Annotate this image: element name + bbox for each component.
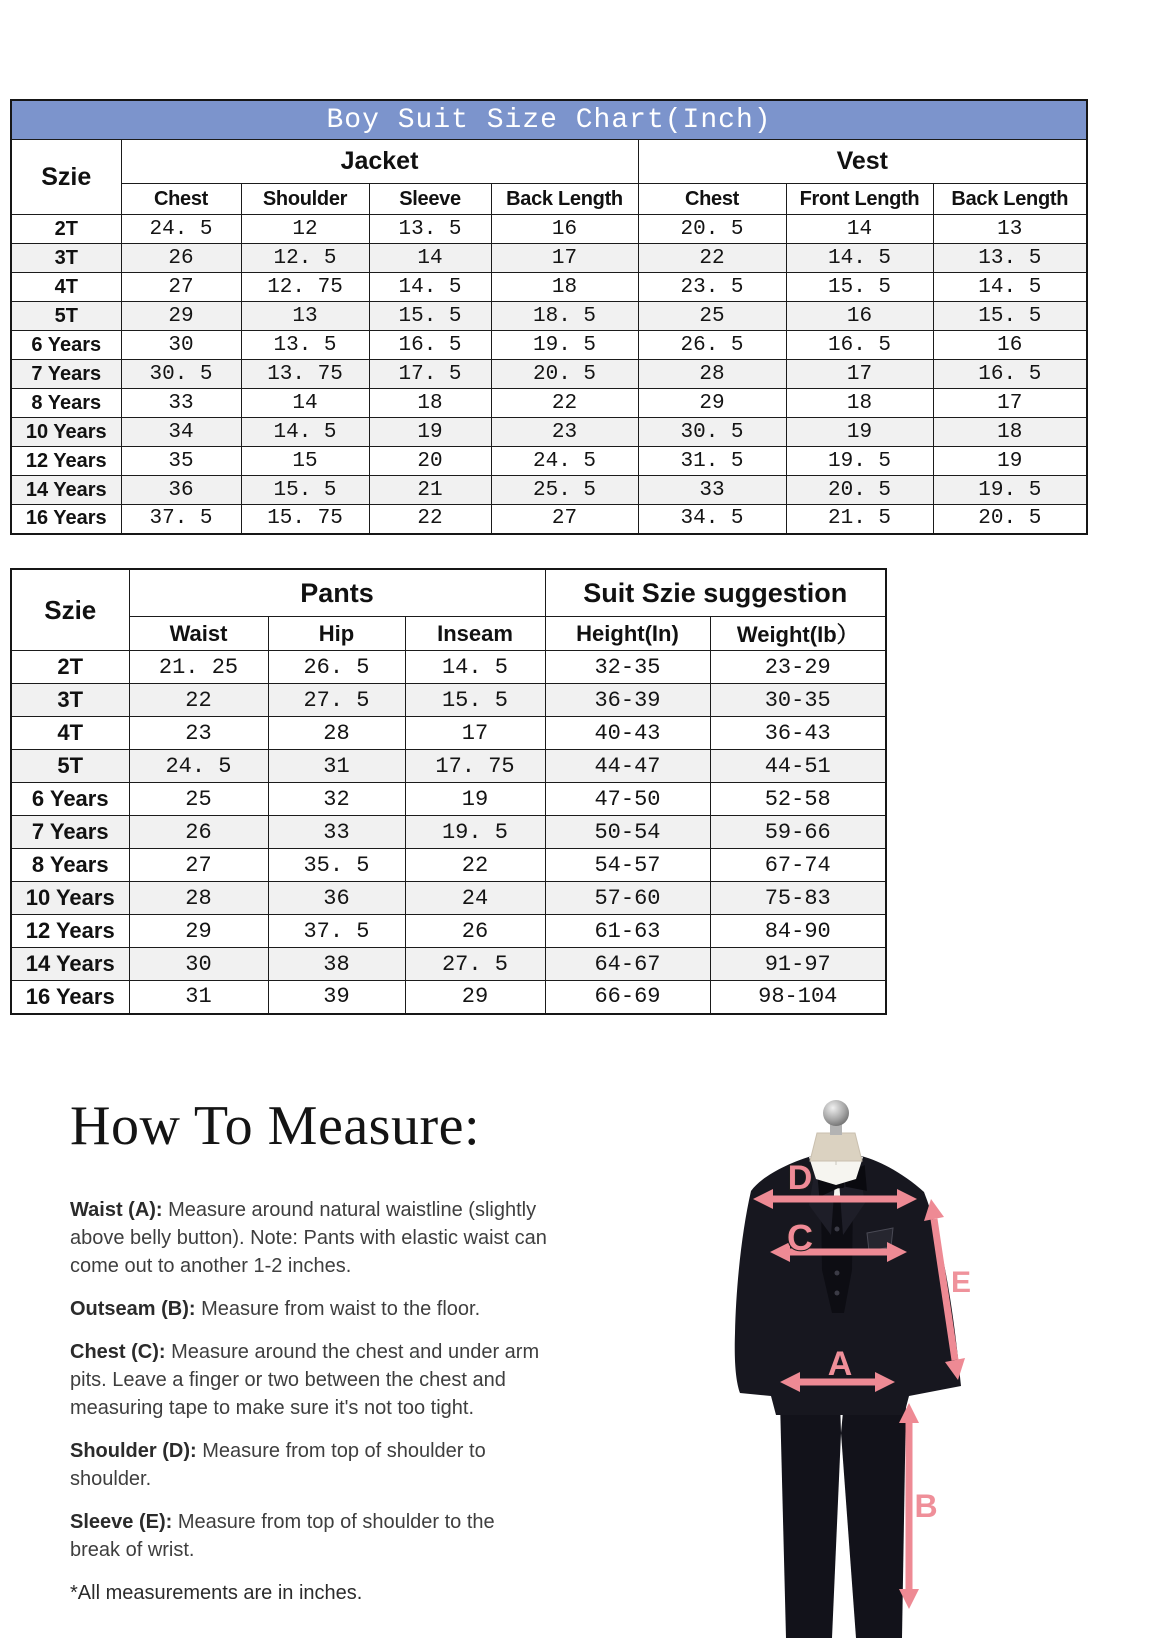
value-cell: 18 [491,273,638,302]
value-cell: 15 [241,447,369,476]
value-cell: 13. 5 [241,331,369,360]
measure-instruction-waist [70,1196,548,1280]
value-cell: 33 [268,816,405,849]
size-column-header: Szie [11,569,129,651]
table-row [11,816,886,849]
value-cell: 22 [369,505,491,534]
measure-instruction-chest [70,1338,548,1422]
value-cell: 39 [268,981,405,1014]
value-cell: 32-35 [545,651,710,684]
value-cell: 12. 75 [241,273,369,302]
suit-diagram [645,1085,1045,1650]
value-cell: 30 [129,948,268,981]
size-cell: 4T [11,717,129,750]
value-cell: 35. 5 [268,849,405,882]
value-cell: 28 [268,717,405,750]
table-title-row [11,100,1087,140]
table-row [11,360,1087,389]
value-cell: 64-67 [545,948,710,981]
value-cell: 17. 5 [369,360,491,389]
value-cell: 22 [638,244,786,273]
pants-suggestion-size-table [10,568,887,1015]
value-cell: 31. 5 [638,447,786,476]
value-cell: 17 [491,244,638,273]
value-cell: 17 [786,360,933,389]
size-cell: 7 Years [11,360,121,389]
size-cell: 14 Years [11,476,121,505]
measure-text: Measure from waist to the floor. [195,1298,481,1320]
column-header: Waist [129,617,268,651]
value-cell: 27 [121,273,241,302]
suit-pants [780,1401,906,1638]
value-cell: 66-69 [545,981,710,1014]
value-cell: 29 [405,981,545,1014]
column-header: Height(In) [545,617,710,651]
value-cell: 34 [121,418,241,447]
size-cell: 12 Years [11,915,129,948]
table-row [11,783,886,816]
value-cell: 36 [121,476,241,505]
value-cell: 23. 5 [638,273,786,302]
value-cell: 26 [121,244,241,273]
value-cell: 15. 5 [369,302,491,331]
size-cell: 6 Years [11,783,129,816]
value-cell: 30 [121,331,241,360]
value-cell: 35 [121,447,241,476]
measure-text: Measure from top of shoulder to shoulder. [70,1440,486,1490]
measure-term: Shoulder (D): [70,1440,197,1462]
value-cell: 40-43 [545,717,710,750]
value-cell: 19. 5 [491,331,638,360]
value-cell: 23 [491,418,638,447]
value-cell: 33 [638,476,786,505]
table-row [11,505,1087,534]
measure-instruction-shoulder [70,1437,548,1493]
value-cell: 29 [638,389,786,418]
value-cell: 24. 5 [129,750,268,783]
value-cell: 21. 25 [129,651,268,684]
value-cell: 37. 5 [268,915,405,948]
value-cell: 25. 5 [491,476,638,505]
measurements-footnote: *All measurements are in inches. [70,1582,363,1604]
value-cell: 16. 5 [369,331,491,360]
column-header: Sleeve [369,184,491,215]
value-cell: 25 [129,783,268,816]
value-cell: 28 [129,882,268,915]
measure-term: Outseam (B): [70,1298,196,1320]
table-row [11,750,886,783]
measure-text: Measure around natural waistline (slightly above belly button). Note: Pants with elastic waist can come out to another 1-2 inches. [70,1199,547,1277]
value-cell: 33 [121,389,241,418]
value-cell: 20. 5 [491,360,638,389]
value-cell: 26. 5 [638,331,786,360]
value-cell: 30. 5 [121,360,241,389]
table-row [11,418,1087,447]
size-cell: 4T [11,273,121,302]
measure-instruction-sleeve [70,1508,548,1564]
value-cell: 14. 5 [405,651,545,684]
size-cell: 16 Years [11,505,121,534]
value-cell: 14 [241,389,369,418]
table-row [11,447,1087,476]
table-row [11,684,886,717]
jacket-group-header: Jacket [121,140,638,184]
value-cell: 54-57 [545,849,710,882]
table-row [11,948,886,981]
value-cell: 61-63 [545,915,710,948]
value-cell: 13 [933,215,1087,244]
measure-term: Waist (A): [70,1199,163,1221]
value-cell: 13 [241,302,369,331]
value-cell: 13. 5 [369,215,491,244]
measure-term: Chest (C): [70,1341,166,1363]
value-cell: 16 [786,302,933,331]
value-cell: 29 [121,302,241,331]
value-cell: 20. 5 [638,215,786,244]
value-cell: 27 [491,505,638,534]
value-cell: 29 [129,915,268,948]
column-header: Back Length [491,184,638,215]
size-cell: 6 Years [11,331,121,360]
value-cell: 38 [268,948,405,981]
mannequin-neck [810,1100,862,1161]
waist-label: A [827,1345,853,1383]
value-cell: 36-43 [710,717,886,750]
table-row [11,389,1087,418]
value-cell: 31 [268,750,405,783]
value-cell: 24 [405,882,545,915]
value-cell: 27. 5 [268,684,405,717]
value-cell: 19 [405,783,545,816]
size-cell: 3T [11,244,121,273]
measure-instruction-outseam [70,1295,548,1323]
size-cell: 16 Years [11,981,129,1014]
shoulder-label: D [787,1159,813,1197]
value-cell: 13. 5 [933,244,1087,273]
value-cell: 26 [405,915,545,948]
sub-header-row [11,184,1087,215]
value-cell: 18. 5 [491,302,638,331]
column-header: Front Length [786,184,933,215]
column-header: Chest [121,184,241,215]
value-cell: 21. 5 [786,505,933,534]
column-header: Chest [638,184,786,215]
size-column-header: Szie [11,140,121,215]
size-cell: 5T [11,750,129,783]
value-cell: 14. 5 [369,273,491,302]
value-cell: 24. 5 [491,447,638,476]
value-cell: 37. 5 [121,505,241,534]
value-cell: 27. 5 [405,948,545,981]
size-cell: 3T [11,684,129,717]
size-cell: 14 Years [11,948,129,981]
table-row [11,981,886,1014]
table-row [11,215,1087,244]
value-cell: 26. 5 [268,651,405,684]
group-header-row [11,140,1087,184]
table-row [11,273,1087,302]
value-cell: 15. 5 [786,273,933,302]
table-row [11,302,1087,331]
value-cell: 75-83 [710,882,886,915]
size-cell: 10 Years [11,418,121,447]
value-cell: 16 [933,331,1087,360]
vest-group-header: Vest [638,140,1087,184]
column-header: Back Length [933,184,1087,215]
measure-term: Sleeve (E): [70,1511,173,1533]
value-cell: 98-104 [710,981,886,1014]
column-header: Weight(Ib） [710,617,886,651]
chest-label: C [787,1217,813,1258]
size-cell: 12 Years [11,447,121,476]
value-cell: 16. 5 [933,360,1087,389]
value-cell: 67-74 [710,849,886,882]
size-cell: 2T [11,651,129,684]
value-cell: 15. 75 [241,505,369,534]
measure-text: Measure around the chest and under arm pits. Leave a finger or two between the chest and measuring tape to make sure it's not too tight. [70,1341,540,1419]
value-cell: 16 [491,215,638,244]
how-to-measure-section [70,1095,548,1622]
value-cell: 25 [638,302,786,331]
suit-measurement-figure [645,1085,1045,1650]
value-cell: 14. 5 [786,244,933,273]
size-cell: 8 Years [11,849,129,882]
value-cell: 30-35 [710,684,886,717]
value-cell: 19. 5 [786,447,933,476]
size-cell: 8 Years [11,389,121,418]
value-cell: 15. 5 [241,476,369,505]
value-cell: 44-51 [710,750,886,783]
size-cell: 2T [11,215,121,244]
value-cell: 31 [129,981,268,1014]
value-cell: 16. 5 [786,331,933,360]
value-cell: 18 [369,389,491,418]
value-cell: 57-60 [545,882,710,915]
table-row [11,882,886,915]
value-cell: 47-50 [545,783,710,816]
value-cell: 14 [369,244,491,273]
value-cell: 15. 5 [405,684,545,717]
value-cell: 20. 5 [933,505,1087,534]
value-cell: 50-54 [545,816,710,849]
value-cell: 24. 5 [121,215,241,244]
chart-title: Boy Suit Size Chart(Inch) [11,100,1087,140]
value-cell: 52-58 [710,783,886,816]
value-cell: 17 [933,389,1087,418]
value-cell: 59-66 [710,816,886,849]
mannequin-ball [823,1100,849,1126]
value-cell: 23 [129,717,268,750]
value-cell: 22 [405,849,545,882]
value-cell: 30. 5 [638,418,786,447]
table-row [11,651,886,684]
value-cell: 20 [369,447,491,476]
value-cell: 36-39 [545,684,710,717]
table-row [11,244,1087,273]
table-row [11,476,1087,505]
value-cell: 84-90 [710,915,886,948]
size-cell: 10 Years [11,882,129,915]
suggestion-group-header: Suit Szie suggestion [545,569,886,617]
table-row [11,717,886,750]
how-to-measure-title: How To Measure: [70,1095,481,1157]
table-row [11,915,886,948]
value-cell: 17. 75 [405,750,545,783]
value-cell: 18 [786,389,933,418]
value-cell: 19 [933,447,1087,476]
value-cell: 15. 5 [933,302,1087,331]
outseam-label: B [914,1488,938,1524]
value-cell: 91-97 [710,948,886,981]
pants-group-header: Pants [129,569,545,617]
value-cell: 14. 5 [241,418,369,447]
table-row [11,849,886,882]
value-cell: 34. 5 [638,505,786,534]
value-cell: 17 [405,717,545,750]
value-cell: 23-29 [710,651,886,684]
value-cell: 19 [786,418,933,447]
group-header-row [11,569,886,617]
value-cell: 18 [933,418,1087,447]
value-cell: 27 [129,849,268,882]
value-cell: 32 [268,783,405,816]
value-cell: 13. 75 [241,360,369,389]
value-cell: 20. 5 [786,476,933,505]
value-cell: 22 [491,389,638,418]
table-row [11,331,1087,360]
value-cell: 21 [369,476,491,505]
value-cell: 28 [638,360,786,389]
column-header: Inseam [405,617,545,651]
column-header: Hip [268,617,405,651]
value-cell: 36 [268,882,405,915]
value-cell: 22 [129,684,268,717]
value-cell: 12 [241,215,369,244]
sleeve-label: E [950,1266,972,1299]
value-cell: 19 [369,418,491,447]
value-cell: 12. 5 [241,244,369,273]
jacket-vest-size-table [10,99,1088,535]
measure-text: Measure from top of shoulder to the break of wrist. [70,1511,495,1561]
value-cell: 44-47 [545,750,710,783]
column-header: Shoulder [241,184,369,215]
value-cell: 19. 5 [933,476,1087,505]
value-cell: 14 [786,215,933,244]
size-cell: 5T [11,302,121,331]
value-cell: 26 [129,816,268,849]
sub-header-row [11,617,886,651]
value-cell: 19. 5 [405,816,545,849]
size-cell: 7 Years [11,816,129,849]
value-cell: 14. 5 [933,273,1087,302]
